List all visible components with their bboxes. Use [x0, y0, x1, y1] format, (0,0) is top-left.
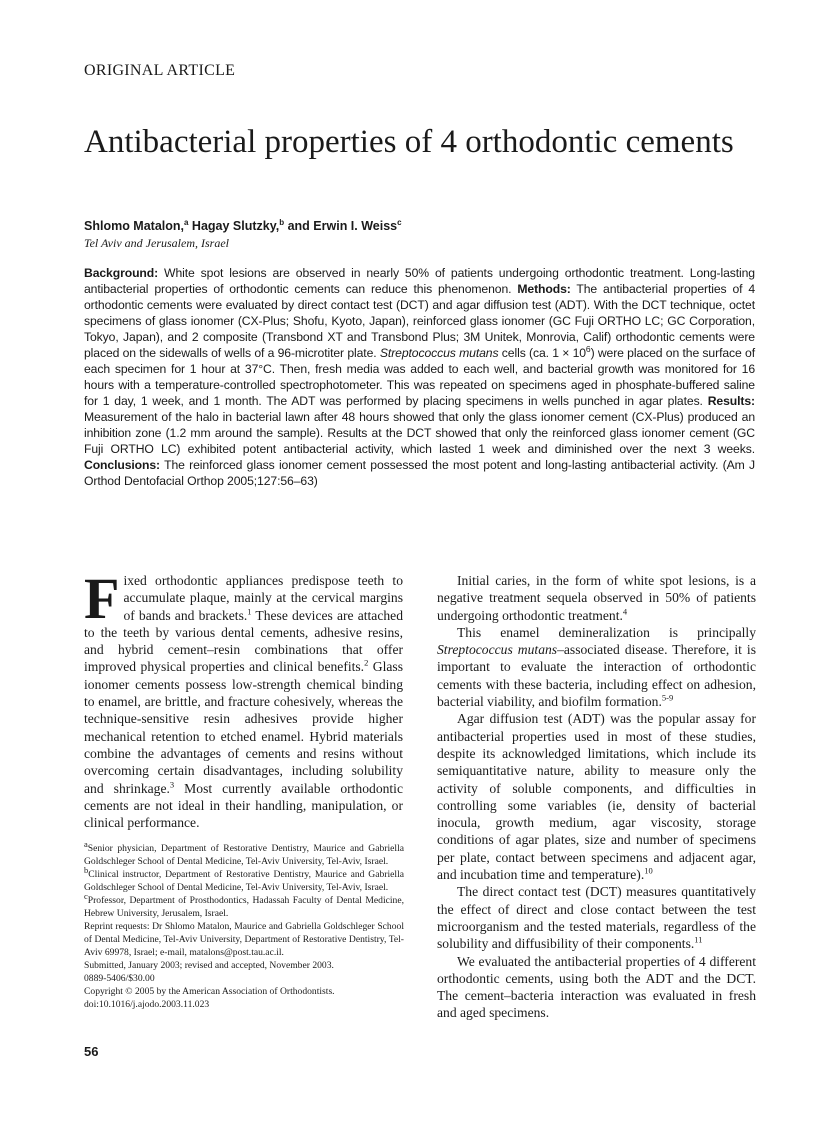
body-text: Agar diffusion test (ADT) was the popular assay for antibacterial properties used in most of these studies, despite its acknowledged limitations, which include its semiquantitative nature, ability to measure only the activity of soluble components, and difficulties in controlling some variables (ie, density of bacterial inocula, growth medium, agar viscosity, storage conditions of agar plates, size and number of specimens per plate, contact between specimens and adjacent agar, and incubation time and temperature). [437, 711, 756, 883]
submission-dates: Submitted, January 2003; revised and accepted, November 2003. [84, 960, 334, 971]
section-label: ORIGINAL ARTICLE [84, 62, 236, 79]
citation-ref: 11 [694, 934, 703, 945]
citation-ref: 2 [364, 657, 369, 668]
abstract-conclusions-label: Conclusions: [84, 458, 160, 472]
citation-ref: 4 [622, 606, 628, 617]
footnote [84, 890, 404, 920]
citation-ref: 3 [169, 779, 175, 790]
citation-ref: 1 [247, 606, 252, 617]
abstract-background: White spot lesions are observed in nearly 50% of patients undergoing orthodontic treatment. Long-lasting antibacterial properties of orthodontic cements can reduce this phenomenon. [84, 266, 755, 296]
author-affiliation-mark: c [397, 217, 402, 227]
footnote [84, 838, 404, 868]
author-affiliation-mark: a [184, 217, 189, 227]
body-text: This enamel demineralization is principally [457, 624, 756, 640]
body-text: Glass ionomer cements possess low-strength chemical binding to enamel, are brittle, and fracture cohesively, whereas the technique-sensitive resin adhesives provide higher mechanical retention to etched enamel. Hybrid materials combine the advantages of cements and resins without overcoming certain disadvantages, including solubility and shrinkage. [84, 659, 404, 796]
body-paragraph [437, 624, 756, 710]
body-paragraph [437, 710, 756, 883]
body-text: Most currently available orthodontic cements are not ideal in their handling, manipulation, or clinical performance. [84, 780, 403, 831]
body-text: These devices are attached to the teeth by various dental cements, adhesive resins, and hybrid cement–resin combinations that offer improved physical properties and clinical benefits. [84, 607, 403, 675]
abstract-methods: ) were placed on the surface of each specimen for 1 hour at 37°C. Then, fresh media was added to each well, and bacterial growth was monitored for 16 hours with a temperature-controlled spectrophotometer. This was repeated on specimens aged in phosphate-buffered saline for 1 day, 1 week, and 1 month. The ADT was performed by placing specimens in wells punched in agar plates. [84, 346, 755, 408]
author-name: Shlomo Matalon, [84, 219, 184, 233]
abstract-methods-label: Methods: [517, 282, 571, 296]
author-name: Hagay Slutzky, [188, 219, 280, 233]
body-column-left [84, 566, 404, 831]
footnote-mark: a [84, 838, 88, 849]
footnote [84, 864, 404, 894]
species-name: Streptococcus mutans [379, 346, 499, 360]
page-number: 56 [84, 1044, 99, 1059]
citation-ref: 5-9 [661, 692, 674, 703]
article-title: Antibacterial properties of 4 orthodontic cements [84, 124, 734, 160]
abstract [84, 265, 755, 489]
copyright: Copyright © 2005 by the American Association of Orthodontists. [84, 986, 335, 997]
exponent: 6 [585, 343, 591, 354]
drop-cap: F [84, 566, 120, 631]
author-affiliation-mark: b [279, 217, 285, 227]
footnote-text: Senior physician, Department of Restorative Dentistry, Maurice and Gabriella Goldschleger School of Dental Medicine, Tel-Aviv University, Tel-Aviv, Israel. [84, 843, 404, 867]
issn-price: 0889-5406/$30.00 [84, 973, 155, 984]
body-paragraph [84, 566, 404, 831]
citation-ref: 10 [644, 865, 653, 876]
author-name: and Erwin I. Weiss [284, 219, 398, 233]
author-list [84, 219, 402, 233]
abstract-methods: cells (ca. 1 × 10 [498, 346, 586, 360]
body-text: We evaluated the antibacterial properties of 4 different orthodontic cements, using both the ADT and the DCT. The cement–bacteria interaction was evaluated in fresh and aged specimens. [437, 953, 756, 1021]
doi: doi:10.1016/j.ajodo.2003.11.023 [84, 999, 210, 1010]
abstract-background-label: Background: [84, 266, 159, 280]
footnote-text: Professor, Department of Prosthodontics, Hadassah Faculty of Dental Medicine, Hebrew University, Jerusalem, Israel. [84, 895, 404, 919]
abstract-results-label: Results: [707, 394, 755, 408]
species-name: Streptococcus mutans [437, 642, 558, 658]
body-text: –associated disease. Therefore, it is important to evaluate the interaction of orthodontic cements with these bacteria, including effect on adhesion, bacterial viability, and biofilm formation. [437, 642, 757, 710]
body-column-right [437, 572, 756, 1022]
reprint-requests: Reprint requests: Dr Shlomo Matalon, Maurice and Gabriella Goldschleger School of Dental Medicine, Tel-Aviv University, Department of Restorative Dentistry, Tel-Aviv 69978, Israel; e-mail, matalons@post.tau.ac.il. [84, 921, 404, 958]
footnote-mark: b [84, 864, 89, 875]
footnote-mark: c [84, 890, 88, 901]
body-text: ixed orthodontic appliances predispose teeth to accumulate plaque, mainly at the cervical margins of bands and brackets. [123, 573, 403, 623]
body-paragraph [437, 883, 756, 952]
body-text: The direct contact test (DCT) measures quantitatively the effect of direct and close contact between the test microorganism and the tested materials, regardless of the solubility and diffusibility of their components. [437, 884, 756, 952]
abstract-conclusions: The reinforced glass ionomer cement possessed the most potent and long-lasting antibacterial activity. (Am J Orthod Dentofacial Orthop 2005;127:56–63) [84, 458, 755, 488]
body-text: Initial caries, in the form of white spot lesions, is a negative treatment sequela observed in 50% of patients undergoing orthodontic treatment. [437, 573, 756, 623]
abstract-methods: The antibacterial properties of 4 orthodontic cements were evaluated by direct contact test (DCT) and agar diffusion test (ADT). With the DCT technique, octet specimens of glass ionomer (CX-Plus; Shofu, Kyoto, Japan), reinforced glass ionomer (GC Fuji ORTHO LC; GC Corporation, Tokyo, Japan), and 2 composite (Transbond XT and Transbond Plus; 3M Unitek, Monrovia, Calif) orthodontic cements were placed on the sidewalls of wells of a 96-microtiter plate. [84, 282, 755, 360]
footnote-text: Clinical instructor, Department of Restorative Dentistry, Maurice and Gabriella Goldschleger School of Dental Medicine, Tel-Aviv University, Tel-Aviv, Israel. [84, 869, 404, 893]
body-paragraph [437, 572, 756, 624]
footnotes [84, 838, 404, 1011]
body-paragraph [437, 953, 756, 1022]
author-location: Tel Aviv and Jerusalem, Israel [84, 236, 229, 250]
abstract-results: Measurement of the halo in bacterial lawn after 48 hours showed that only the glass ionomer cement (CX-Plus) produced an inhibition zone (1.2 mm around the sample). Results at the DCT showed that only the reinforced glass ionomer cement (GC Fuji ORTHO LC) exhibited potent antibacterial activity, which lasted 1 week and diminished over the next 3 weeks. [84, 410, 755, 456]
